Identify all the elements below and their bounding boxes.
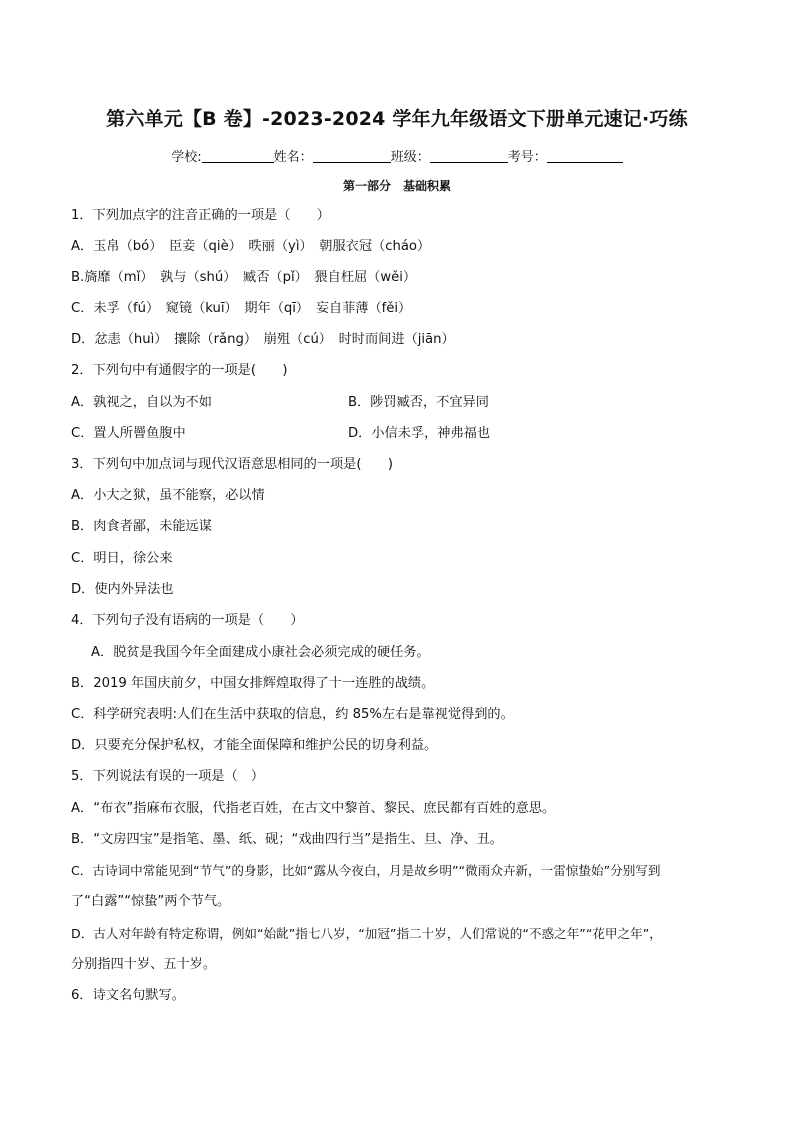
- student-info-line: [0, 146, 794, 165]
- question-3-option-a: A．小大之狱，虽不能察，必以情: [71, 488, 265, 503]
- question-6-stem: 6．诗文名句默写。: [71, 988, 185, 1003]
- question-5-option-d-line1: D．古人对年龄有特定称谓，例如“始龀”指七八岁，“加冠”指二十岁，人们常说的“不惑之年”“花甲之年”，: [71, 926, 662, 941]
- question-2-option-a: A．孰视之，自以为不如: [71, 395, 212, 410]
- question-4-option-c: C．科学研究表明:人们在生活中获取的信息，约 85%左右是靠视觉得到的。: [71, 707, 514, 722]
- section-heading: 第一部分 基础积累: [342, 179, 451, 193]
- question-5-option-d-line2: 分别指四十岁、五十岁。: [71, 957, 217, 972]
- exam-no-blank: [547, 148, 623, 163]
- question-3-option-d: D．使内外异法也: [71, 582, 174, 597]
- question-2-option-d: D．小信未孚，神弗福也: [348, 426, 491, 441]
- question-3-option-b: B．肉食者鄙，未能远谋: [71, 519, 212, 534]
- class-label: 班级：: [390, 150, 430, 165]
- question-5-option-c-line1: C．古诗词中常能见到“节气”的身影，比如“露从今夜白，月是故乡明”“微雨众卉新，一雷惊蛰始”分别写到: [71, 863, 661, 878]
- question-2-option-b: B．陟罚臧否，不宜异同: [348, 395, 489, 410]
- question-5-option-a: A．“布衣”指麻布衣服，代指老百姓，在古文中黎首、黎民、庶民都有百姓的意思。: [71, 801, 556, 816]
- question-5-option-b: B．“文房四宝”是指笔、墨、纸、砚；“戏曲四行当”是指生、旦、净、丑。: [71, 832, 503, 847]
- question-1-stem: 1．下列加点字的注音正确的一项是（ ）: [71, 208, 330, 223]
- school-label: 学校:: [171, 150, 202, 165]
- question-1-option-c: C．未孚（fú） 窥镜（kuī） 期年（qī） 妄自菲薄（fěi）: [71, 301, 412, 316]
- question-1-option-a: A．玉帛（bó） 臣妾（qiè） 昳丽（yì） 朝服衣冠（cháo）: [71, 239, 431, 254]
- name-label: 姓名：: [273, 150, 313, 165]
- school-blank: [202, 148, 274, 163]
- question-2-option-c: C．置人所罾鱼腹中: [71, 426, 186, 441]
- page-title: 第六单元【B 卷】-2023-2024 学年九年级语文下册单元速记·巧练: [106, 108, 688, 130]
- question-2-stem: 2．下列句中有通假字的一项是( ): [71, 363, 288, 378]
- class-blank: [430, 148, 508, 163]
- question-4-option-a: A．脱贫是我国今年全面建成小康社会必须完成的硬任务。: [91, 645, 430, 660]
- question-5-stem: 5．下列说法有误的一项是（ ）: [71, 769, 265, 784]
- question-3-option-c: C．明日，徐公来: [71, 551, 173, 566]
- question-1-option-d: D．忿恚（huì） 攘除（rǎng） 崩殂（cú） 时时而间进（jiān）: [71, 332, 455, 347]
- exam-no-label: 考号：: [507, 150, 547, 165]
- question-4-stem: 4．下列句子没有语病的一项是（ ）: [71, 613, 304, 628]
- question-3-stem: 3．下列句中加点词与现代汉语意思相同的一项是( ): [71, 457, 393, 472]
- name-blank: [313, 148, 391, 163]
- question-4-option-d: D．只要充分保护私权，才能全面保障和维护公民的切身利益。: [71, 738, 438, 753]
- question-4-option-b: B．2019 年国庆前夕，中国女排辉煌取得了十一连胜的战绩。: [71, 676, 435, 691]
- question-1-option-b: B.旖靡（mǐ） 孰与（shú） 臧否（pǐ） 猥自枉屈（wěi）: [71, 270, 417, 285]
- question-5-option-c-line2: 了“白露”“惊蛰”两个节气。: [71, 894, 231, 909]
